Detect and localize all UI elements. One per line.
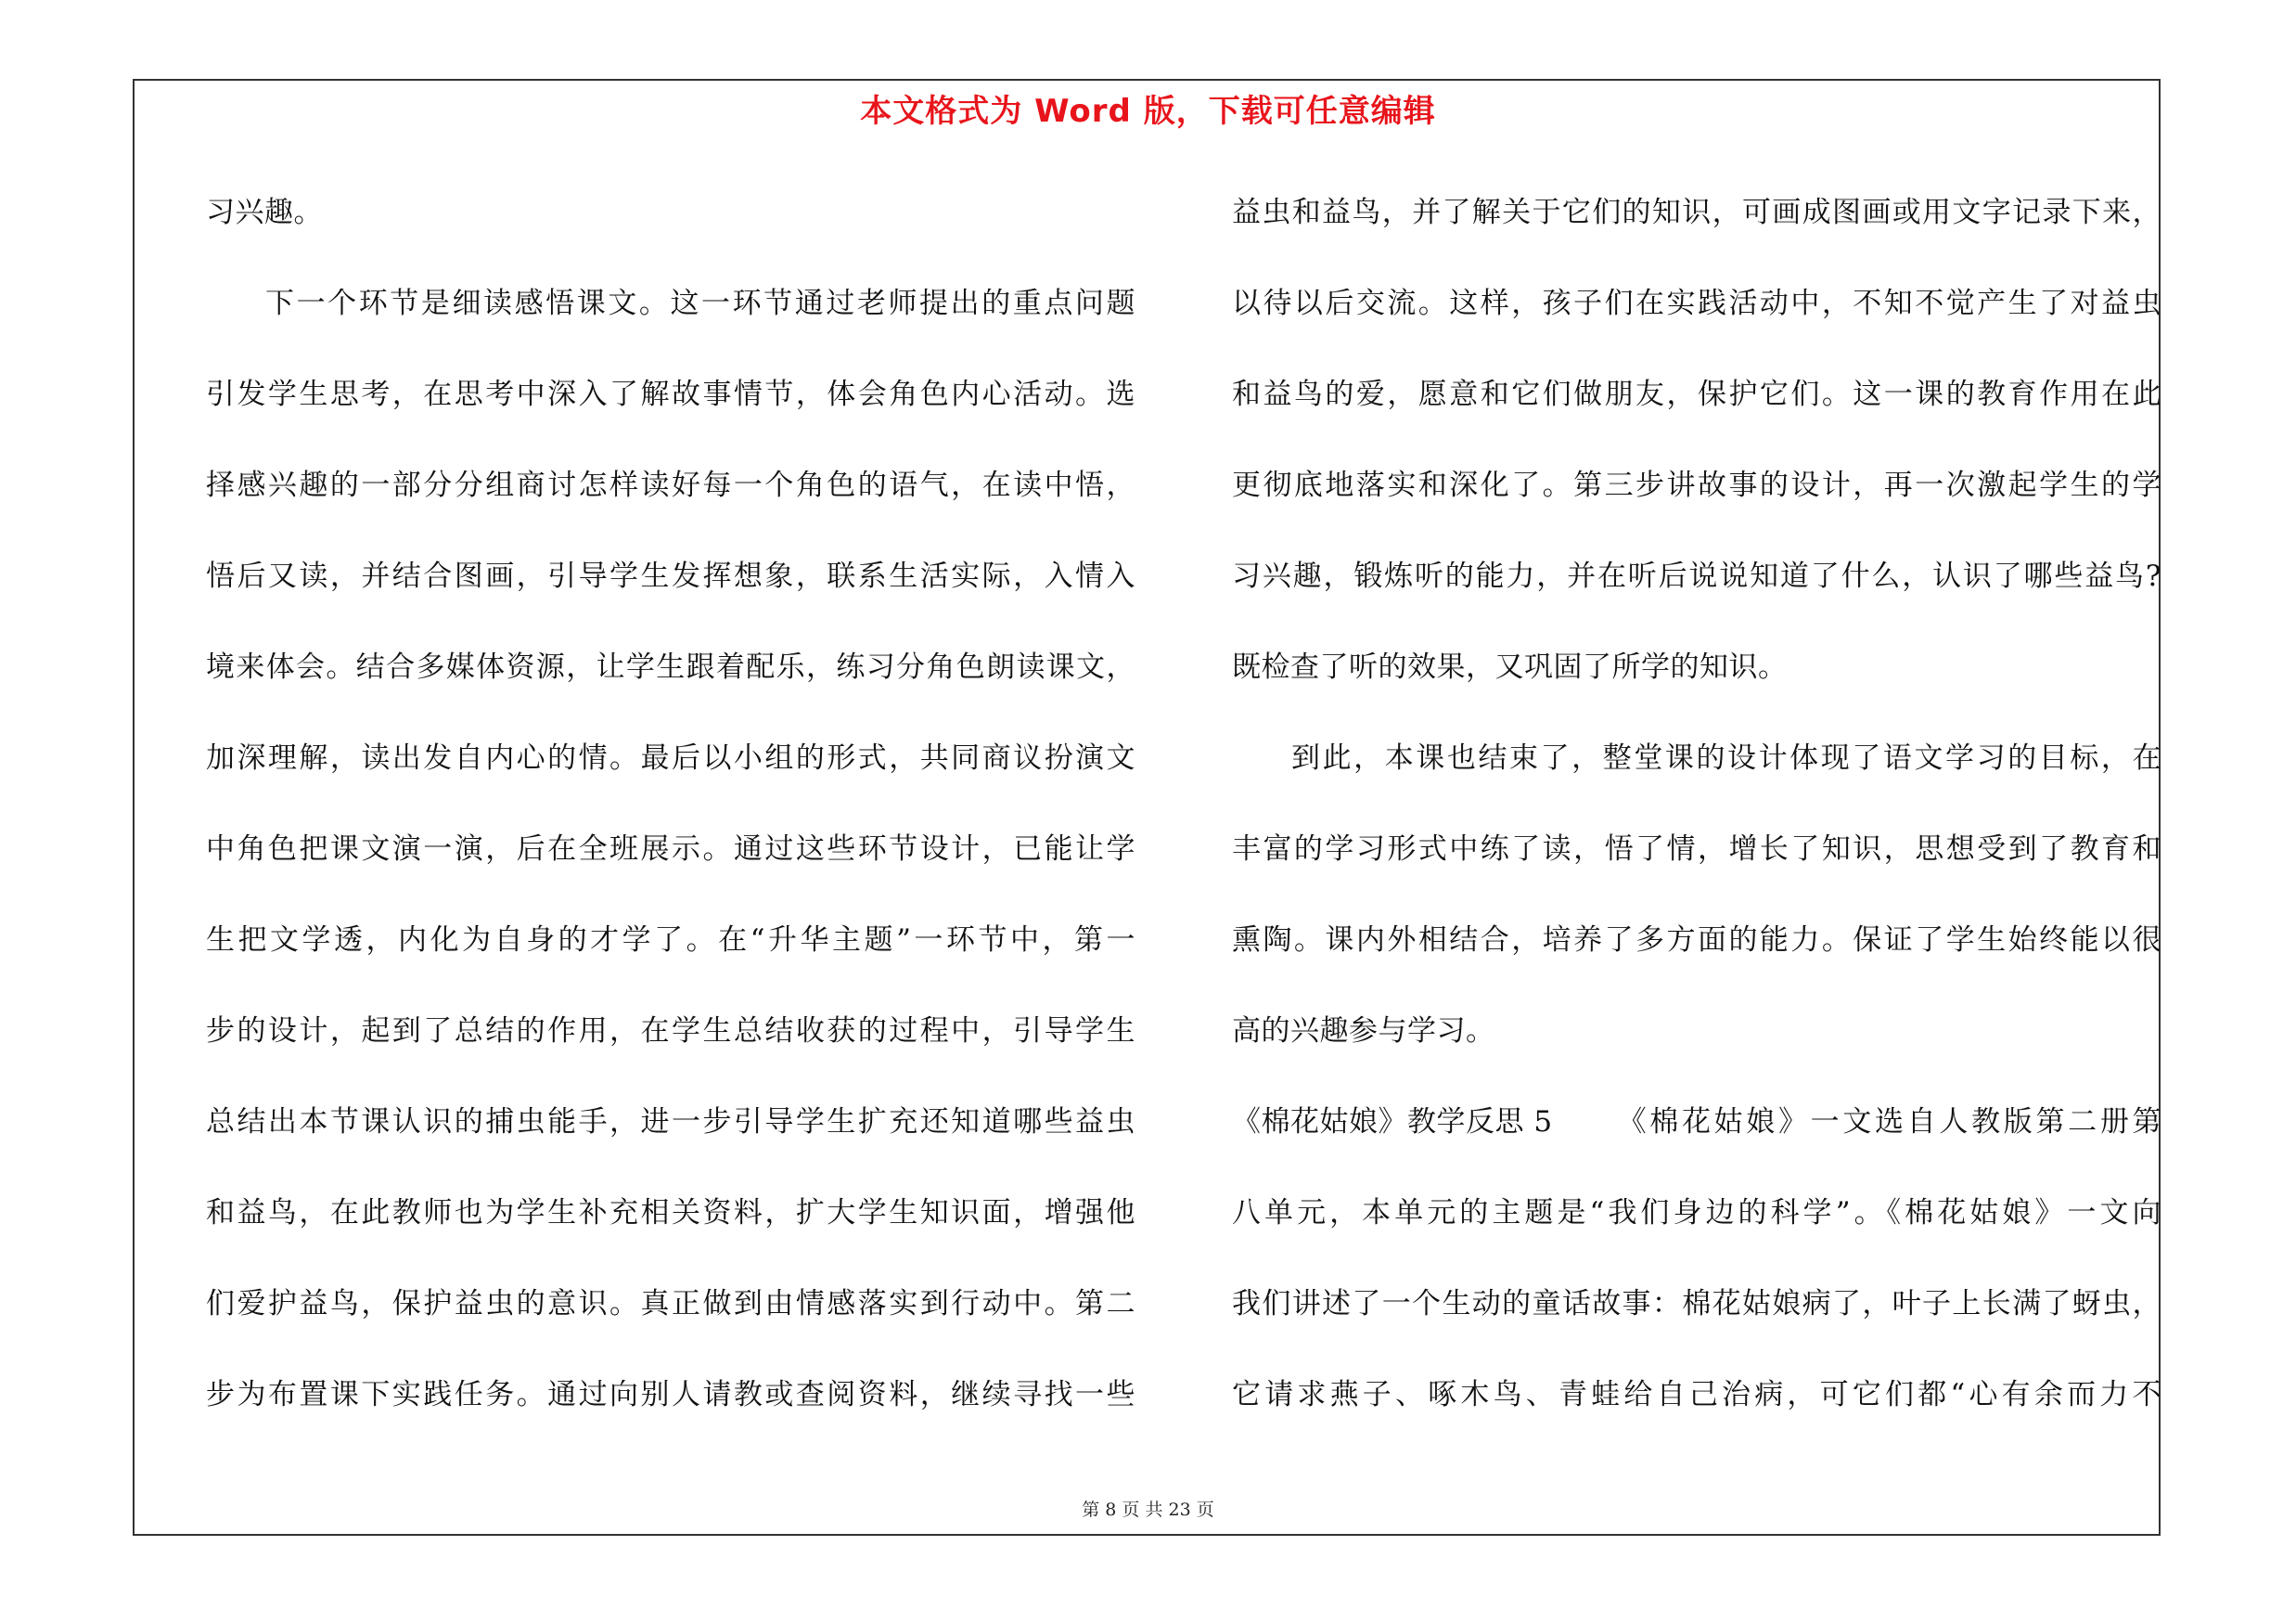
text-line: 加深理解，读出发自内心的情。最后以小组的形式，共同商议扮演文	[206, 741, 1135, 775]
text-line: 更彻底地落实和深化了。第三步讲故事的设计，再一次激起学生的学	[1232, 469, 2161, 502]
section-title: 《棉花姑娘》教学反思 5	[1232, 1105, 1553, 1139]
right-column	[1232, 182, 2161, 1455]
text-line: 丰富的学习形式中练了读，悟了情，增长了知识，思想受到了教育和	[1232, 832, 2161, 866]
text-line: 和益鸟，在此教师也为学生补充相关资料，扩大学生知识面，增强他	[206, 1196, 1135, 1230]
text-line: 悟后又读，并结合图画，引导学生发挥想象，联系生活实际，入情入	[206, 560, 1135, 593]
text-line: 境来体会。结合多媒体资源，让学生跟着配乐，练习分角色朗读课文，	[206, 650, 1135, 684]
text-line: 以待以后交流。这样，孩子们在实践活动中，不知不觉产生了对益虫	[1232, 287, 2161, 320]
text-line: 高的兴趣参与学习。	[1232, 1014, 1495, 1048]
banner-text: 本文格式为 Word 版，下载可任意编辑	[860, 93, 1436, 130]
text-line: 生把文学透，内化为自身的才学了。在“升华主题”一环节中，第一	[206, 923, 1135, 957]
text-line: 我们讲述了一个生动的童话故事：棉花姑娘病了，叶子上长满了蚜虫，	[1232, 1287, 2161, 1320]
page-number: 第 8 页 共 23 页	[1082, 1500, 1214, 1520]
text-line: 引发学生思考，在思考中深入了解故事情节，体会角色内心活动。选	[206, 378, 1135, 411]
text-line: 益虫和益鸟，并了解关于它们的知识，可画成图画或用文字记录下来，	[1232, 196, 2161, 229]
text-line: 中角色把课文演一演，后在全班展示。通过这些环节设计，已能让学	[206, 832, 1135, 866]
text-line: 八单元，本单元的主题是“我们身边的科学”。《棉花姑娘》一文向	[1232, 1196, 2161, 1230]
text-line: 它请求燕子、啄木鸟、青蛙给自己治病，可它们都“心有余而力不	[1232, 1378, 2161, 1411]
text-line: 既检查了听的效果，又巩固了所学的知识。	[1232, 650, 1788, 684]
text-line: 们爱护益鸟，保护益虫的意识。真正做到由情感落实到行动中。第二	[206, 1287, 1135, 1320]
text-line: 下一个环节是细读感悟课文。这一环节通过老师提出的重点问题	[265, 287, 1135, 320]
text-line: 择感兴趣的一部分分组商讨怎样读好每一个角色的语气，在读中悟，	[206, 469, 1135, 502]
header-banner	[0, 85, 2296, 131]
text-line: 总结出本节课认识的捕虫能手，进一步引导学生扩充还知道哪些益虫	[206, 1105, 1135, 1139]
text-line: 习兴趣。	[206, 196, 323, 229]
left-column	[206, 182, 1135, 1455]
section-first-line: 《棉花姑娘》一文选自人教版第二册第	[1617, 1105, 2161, 1139]
text-line: 到此，本课也结束了，整堂课的设计体现了语文学习的目标，在	[1291, 741, 2161, 775]
text-line: 步为布置课下实践任务。通过向别人请教或查阅资料，继续寻找一些	[206, 1378, 1135, 1411]
text-line: 熏陶。课内外相结合，培养了多方面的能力。保证了学生始终能以很	[1232, 923, 2161, 957]
section-heading-line	[1232, 1091, 2161, 1182]
text-line: 和益鸟的爱，愿意和它们做朋友，保护它们。这一课的教育作用在此	[1232, 378, 2161, 411]
text-line: 步的设计，起到了总结的作用，在学生总结收获的过程中，引导学生	[206, 1014, 1135, 1048]
text-line: 习兴趣，锻炼听的能力，并在听后说说知道了什么，认识了哪些益鸟?	[1232, 560, 2161, 593]
page-footer	[0, 1496, 2296, 1521]
